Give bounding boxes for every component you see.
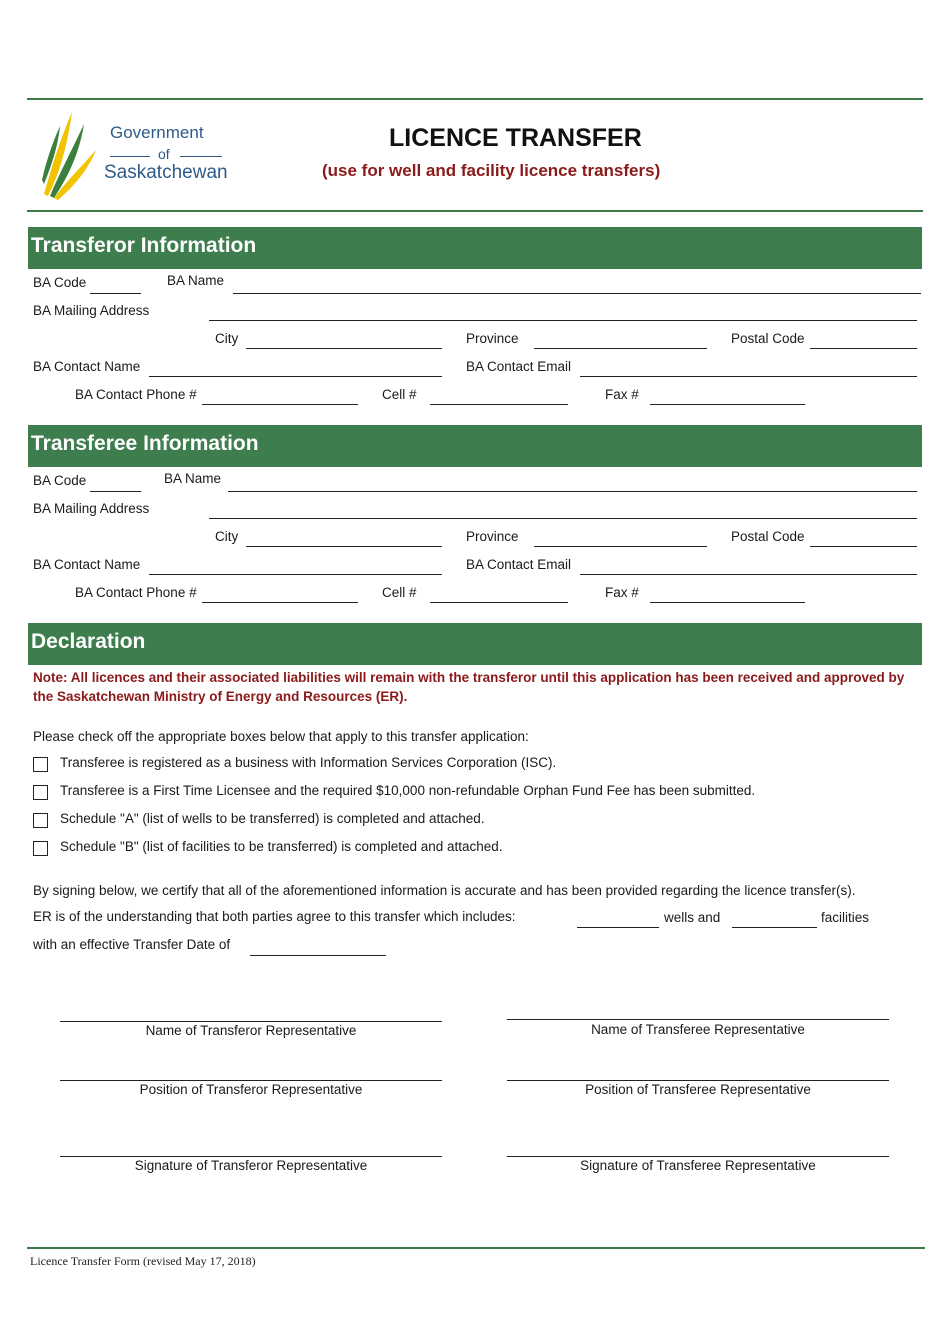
transferee-name-field[interactable] [507,1019,889,1020]
transferor-ba-name-field[interactable] [233,293,921,294]
checkbox-schedule-a[interactable] [33,813,48,828]
transferee-signature-label: Signature of Transferee Representative [580,1158,816,1173]
transferor-ba-code-field[interactable] [90,293,141,294]
transferee-heading: Transferee Information [31,432,259,455]
transferor-signature-label: Signature of Transferor Representative [134,1158,368,1173]
transferor-signature-field[interactable] [60,1156,442,1157]
transferor-province-field[interactable] [534,348,707,349]
transferor-contact-email-label: BA Contact Email [466,359,572,374]
checkbox-isc-registered[interactable] [33,757,48,772]
transferor-fax-field[interactable] [650,404,805,405]
transferor-fax-label: Fax # [605,387,639,402]
transferee-phone-field[interactable] [202,602,358,603]
wells-count-field[interactable] [577,927,659,928]
transferee-section-header [28,425,922,467]
transferor-postal-field[interactable] [810,348,917,349]
logo-divider-left [110,156,150,157]
transferor-city-field[interactable] [246,348,442,349]
logo-line-2: of [158,146,170,162]
transferee-fax-field[interactable] [650,602,805,603]
transferor-phone-field[interactable] [202,404,358,405]
transferor-province-label: Province [466,331,519,346]
logo-line-1: Government [110,123,204,142]
transferee-contact-name-field[interactable] [149,574,442,575]
transferee-ba-code-field[interactable] [90,491,141,492]
logo-divider-right [180,156,222,157]
transferor-contact-email-field[interactable] [580,376,917,377]
transferee-signature-field[interactable] [507,1156,889,1157]
transferee-fax-label: Fax # [605,585,639,600]
transferor-ba-code-label: BA Code [33,275,87,290]
footer-rule [27,1247,925,1249]
transferee-cell-label: Cell # [382,585,417,600]
transferor-name-label: Name of Transferor Representative [145,1023,357,1038]
transferor-phone-label: BA Contact Phone # [75,387,197,402]
transferor-cell-field[interactable] [430,404,568,405]
declaration-instruction: Please check off the appropriate boxes below that apply to this transfer application: [33,729,529,744]
transferee-phone-label: BA Contact Phone # [75,585,197,600]
checkbox-isc-registered-label: Transferee is registered as a business with Information Services Corporation (ISC). [60,755,557,770]
understanding-statement: ER is of the understanding that both parties agree to this transfer which includes: [33,909,516,924]
transferor-city-label: City [215,331,239,346]
checkbox-first-time-licensee-label: Transferee is a First Time Licensee and the required $10,000 non-refundable Orphan Fund Fee has been submitted. [60,783,756,798]
transferor-name-field[interactable] [60,1021,442,1022]
transferor-heading: Transferor Information [31,234,257,257]
transferee-postal-label: Postal Code [731,529,805,544]
transferor-mailing-label: BA Mailing Address [33,303,150,318]
footer-text: Licence Transfer Form (revised May 17, 2018) [30,1254,256,1268]
page-title: LICENCE TRANSFER [389,124,642,152]
checkbox-first-time-licensee[interactable] [33,785,48,800]
transferor-postal-label: Postal Code [731,331,805,346]
transferor-ba-name-label: BA Name [167,273,225,288]
page-subtitle: (use for well and facility licence transfers) [322,161,661,180]
transferee-city-label: City [215,529,239,544]
transferee-contact-email-field[interactable] [580,574,917,575]
transferee-mailing-label: BA Mailing Address [33,501,150,516]
transferee-province-label: Province [466,529,519,544]
checkbox-schedule-b-label: Schedule "B" (list of facilities to be transferred) is completed and attached. [60,839,503,854]
declaration-heading: Declaration [31,630,146,653]
top-rule [27,98,923,100]
logo-line-3: Saskatchewan [104,162,228,183]
transferee-position-label: Position of Transferee Representative [585,1082,811,1097]
effective-date-field[interactable] [250,955,386,956]
facilities-label: facilities [821,910,870,925]
facilities-count-field[interactable] [732,927,817,928]
transferee-postal-field[interactable] [810,546,917,547]
transferor-position-field[interactable] [60,1080,442,1081]
transferee-ba-code-label: BA Code [33,473,87,488]
certification-statement: By signing below, we certify that all of the aforementioned information is accurate and has been provided regarding the licence transfer(s). [33,883,856,898]
transferee-province-field[interactable] [534,546,707,547]
transferee-city-field[interactable] [246,546,442,547]
transferee-ba-name-label: BA Name [164,471,222,486]
transferor-mailing-field[interactable] [209,320,917,321]
wheat-logo-icon [38,110,108,200]
transferor-section-header [28,227,922,269]
transferor-contact-name-label: BA Contact Name [33,359,141,374]
government-logo [38,110,238,200]
effective-date-label: with an effective Transfer Date of [33,937,231,952]
transferee-mailing-field[interactable] [209,518,917,519]
transferee-name-label: Name of Transferee Representative [591,1022,805,1037]
transferee-contact-name-label: BA Contact Name [33,557,141,572]
transferee-ba-name-field[interactable] [228,491,917,492]
declaration-note: Note: All licences and their associated liabilities will remain with the transferor until this application has been received and approved by the Saskatchewan Ministry of Energy and Resources (ER). [33,670,905,704]
wells-and-label: wells and [664,910,721,925]
header-bottom-rule [27,210,923,212]
declaration-section-header [28,623,922,665]
transferee-cell-field[interactable] [430,602,568,603]
transferor-position-label: Position of Transferor Representative [139,1082,363,1097]
transferor-cell-label: Cell # [382,387,417,402]
checkbox-schedule-b[interactable] [33,841,48,856]
transferee-contact-email-label: BA Contact Email [466,557,572,572]
transferee-position-field[interactable] [507,1080,889,1081]
checkbox-schedule-a-label: Schedule "A" (list of wells to be transferred) is completed and attached. [60,811,485,826]
transferor-contact-name-field[interactable] [149,376,442,377]
